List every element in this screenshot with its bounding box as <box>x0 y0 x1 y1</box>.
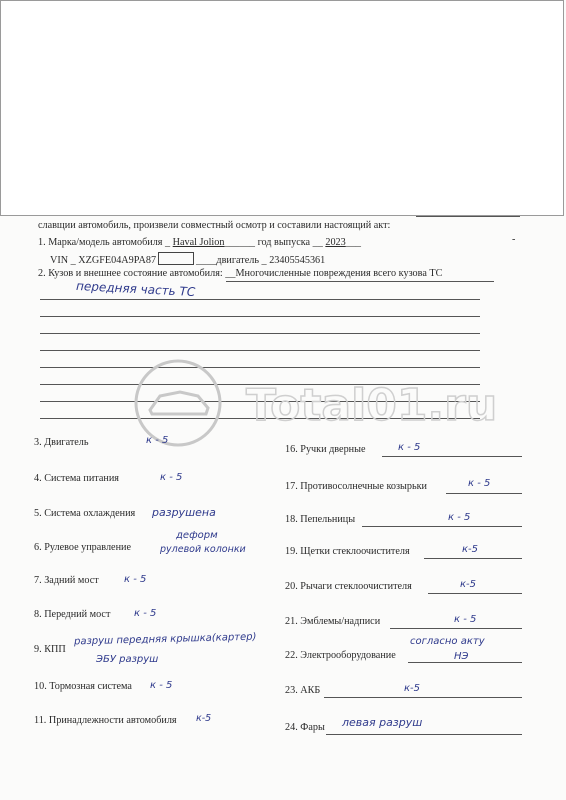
item-20-underline <box>428 593 522 594</box>
year-value: 2023 <box>325 237 346 248</box>
item-8-value: к - 5 <box>134 608 157 619</box>
vin-value: XZGFE04A9PA87 <box>78 255 157 266</box>
item-23-value: к-5 <box>404 683 421 694</box>
engine-label: двигатель _ <box>216 255 267 266</box>
watermark-logo <box>128 348 498 458</box>
item-11-value: к-5 <box>196 713 212 724</box>
item-8-label: 8. Передний мост <box>34 609 111 620</box>
blank-line-7 <box>40 401 480 402</box>
blank-line-1 <box>40 299 480 300</box>
item-9-label: 9. КПП <box>34 644 66 655</box>
body-underline <box>226 281 494 282</box>
body-handwritten-note: передняя часть ТС <box>75 278 196 300</box>
item-11-label: 11. Принадлежности автомобиля <box>34 715 177 726</box>
redacted-area <box>0 0 564 216</box>
top-rule <box>416 216 520 217</box>
item-24-label: 24. Фары <box>285 722 325 733</box>
vin-label: VIN _ <box>50 255 76 266</box>
blank-line-5 <box>40 367 480 368</box>
item-22-underline <box>408 662 522 663</box>
item-6-label: 6. Рулевое управление <box>34 542 131 553</box>
engine-value: 23405545361 <box>269 255 326 266</box>
item-18-label: 18. Пепельницы <box>285 514 356 525</box>
item-2-label: 2. Кузов и внешнее состояние автомобиля: __ <box>38 268 236 279</box>
item-3-label: 3. Двигатель <box>34 437 89 448</box>
item-7-value: к - 5 <box>124 574 147 585</box>
item-10-value: к - 5 <box>150 680 173 691</box>
watermark-text: Total01.ru <box>246 380 498 431</box>
item-20-value: к-5 <box>460 579 477 590</box>
item-4-value: к - 5 <box>160 472 183 483</box>
intro-text: славщии автомобиль, произвели совместный осмотр и составили настоящий акт: <box>38 220 391 231</box>
item-6-value-2: рулевой колонки <box>160 544 246 555</box>
item-16-value: к - 5 <box>398 442 421 453</box>
item-22-label: 22. Электрооборудование <box>285 650 396 661</box>
item-20-label: 20. Рычаги стеклоочистителя <box>285 581 412 592</box>
item-10-label: 10. Тормозная система <box>34 681 132 692</box>
body-state-value: Многочисленные повреждения всего кузова ТС <box>235 268 443 279</box>
item-18-value: к - 5 <box>448 512 471 523</box>
blank-line-3 <box>40 333 480 334</box>
blank-line-2 <box>40 316 480 317</box>
item-4-label: 4. Система питания <box>34 473 119 484</box>
item-5-value: разрушена <box>152 506 216 519</box>
item-16-label: 16. Ручки дверные <box>285 444 366 455</box>
item-22-value: согласно акту <box>410 636 485 647</box>
item-24-underline <box>326 734 522 735</box>
watermark-car-icon <box>150 392 208 414</box>
item-23-underline <box>324 697 522 698</box>
item-6-value: деформ <box>176 530 218 541</box>
item-16-underline <box>382 456 522 457</box>
item-23-label: 23. АКБ <box>285 685 321 696</box>
item-3-value: к - 5 <box>146 435 169 446</box>
item-22-value-2: НЭ <box>454 651 469 662</box>
item-19-underline <box>424 558 522 559</box>
watermark-circle <box>136 361 220 445</box>
blank-line-8 <box>40 418 480 419</box>
blank-line-6 <box>40 384 480 385</box>
item-19-label: 19. Щетки стеклоочистителя <box>285 546 410 557</box>
make-model-value: Haval Jolion <box>172 237 225 248</box>
item-24-value: левая разруш <box>342 716 423 729</box>
item-1-label: 1. Марка/модель автомобиля _ <box>38 237 171 248</box>
item-17-label: 17. Противосолнечные козырьки <box>285 481 427 492</box>
item-1-make-model: 1. Марка/модель автомобиля _ Haval Jolion______ год выпуска __ 2023___ <box>38 237 361 248</box>
item-21-label: 21. Эмблемы/надписи <box>285 616 381 627</box>
item-2-body <box>38 268 442 280</box>
item-9-value: разруш передняя крышка(картер) <box>73 631 257 648</box>
vin-row: VIN _ XZGFE04A9PA87 ____двигатель _ 23405545361 <box>50 252 325 267</box>
item-5-label: 5. Система охлаждения <box>34 508 136 519</box>
blank-line-4 <box>40 350 480 351</box>
item-9-value-2: ЭБУ разруш <box>96 654 159 665</box>
vin-redaction-box <box>158 252 194 265</box>
item-19-value: к-5 <box>462 544 479 555</box>
dash-mark: - <box>512 234 516 245</box>
item-21-underline <box>390 628 522 629</box>
year-label: год выпуска __ <box>257 237 323 248</box>
item-18-underline <box>362 526 522 527</box>
item-7-label: 7. Задний мост <box>34 575 99 586</box>
item-17-value: к - 5 <box>468 478 491 489</box>
item-21-value: к - 5 <box>454 614 477 625</box>
item-17-underline <box>446 493 522 494</box>
